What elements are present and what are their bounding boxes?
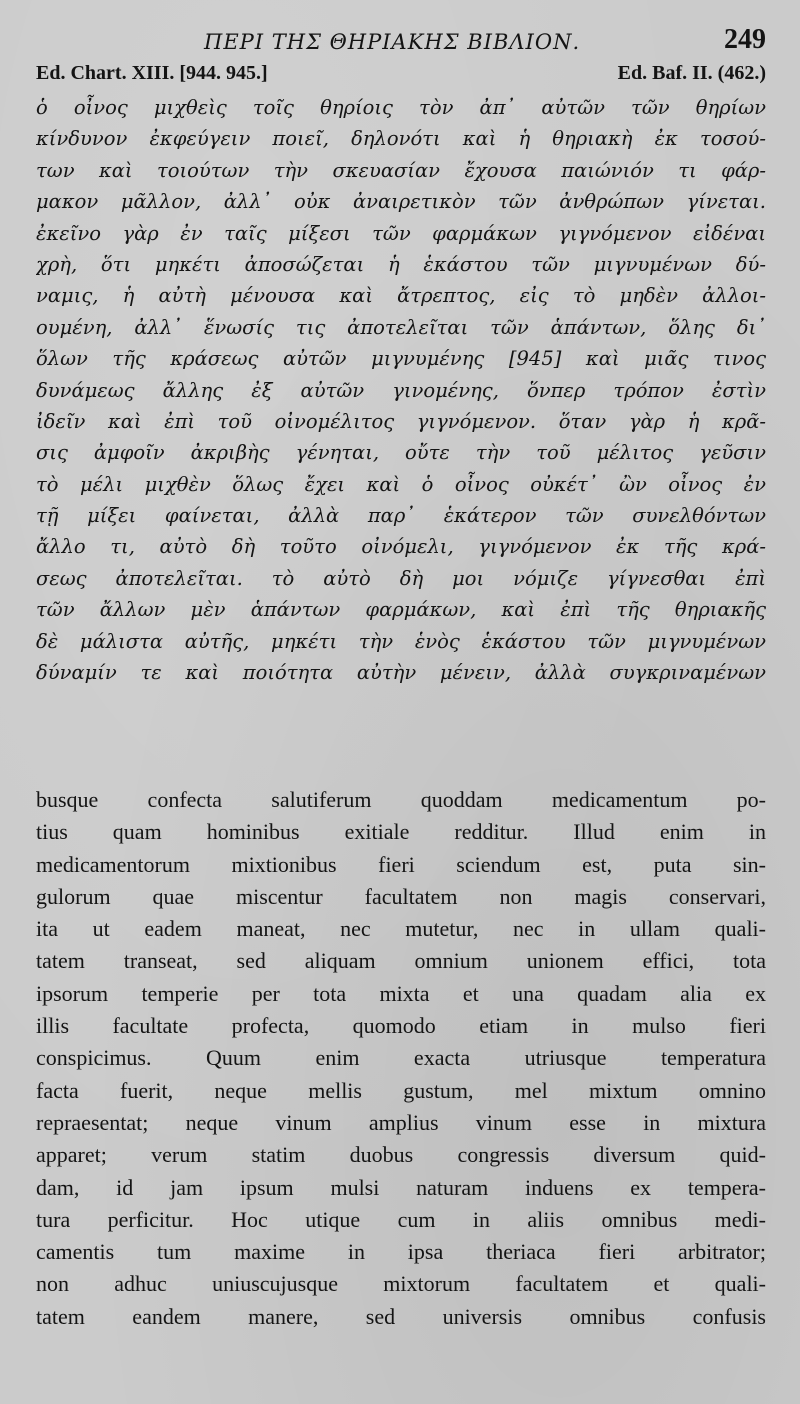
greek-text-line: δυνάμεως ἄλλης ἐξ αὐτῶν γινομένης, ὅνπερ τρόπον ἐστὶν (36, 378, 766, 402)
latin-text-line: gulorum quae miscentur facultatem non magis conservari, (36, 883, 766, 909)
greek-text-line: ἐκεῖνο γὰρ ἐν ταῖς μίξεσι τῶν φαρμάκων γιγνόμενον εἰδέναι (36, 221, 766, 245)
latin-text-line: busque confecta salutiferum quoddam medicamentum po- (36, 787, 766, 812)
page-number: 249 (724, 24, 766, 55)
latin-text-line: ita ut eadem maneat, nec mutetur, nec in ullam quali- (36, 916, 766, 942)
greek-text-line: μακον μᾶλλον, ἀλλ᾽ οὐκ ἀναιρετικὸν τῶν ἀνθρώπων γίνεται. (36, 190, 766, 214)
greek-text-line: τῇ μίξει φαίνεται, ἀλλὰ παρ᾽ ἑκάτερον τῶν συνελθόντων (36, 504, 766, 528)
greek-text-line: ουμένη, ἀλλ᾽ ἕνωσίς τις ἀποτελεῖται τῶν ἁπάντων, ὅλης δι᾽ (36, 315, 766, 339)
latin-text-line: ipsorum temperie per tota mixta et una quadam alia ex (36, 980, 766, 1006)
greek-text-line: των καὶ τοιούτων τὴν σκευασίαν ἔχουσα παιώνιόν τι φάρ- (36, 158, 766, 182)
latin-text-line: facta fuerit, neque mellis gustum, mel mixtum omnino (36, 1077, 766, 1103)
greek-text-line: χρὴ, ὅτι μηκέτι ἀποσώζεται ἡ ἑκάστου τῶν μιγνυμένων δύ- (36, 252, 766, 276)
latin-text-line: tatem transeat, sed aliquam omnium unionem effici, tota (36, 948, 766, 974)
running-head (36, 24, 768, 60)
greek-text-line: τὸ μέλι μιχθὲν ὅλως ἔχει καὶ ὁ οἶνος οὐκέτ᾽ ὢν οἶνος ἐν (36, 472, 766, 496)
greek-text-line: τῶν ἄλλων μὲν ἁπάντων φαρμάκων, καὶ ἐπὶ τῆς θηριακῆς (36, 598, 766, 622)
latin-text-line: dam, id jam ipsum mulsi naturam induens ex tempera- (36, 1174, 766, 1200)
greek-text-line: ὁ οἶνος μιχθεὶς τοῖς θηρίοις τὸν ἀπ᾽ αὐτῶν τῶν θηρίων (36, 96, 766, 119)
greek-text-line: σις ἀμφοῖν ἀκριβὴς γένηται, οὔτε τὴν τοῦ μέλιτος γεῦσιν (36, 441, 766, 465)
edition-reference-chartier: Ed. Chart. XIII. [944. 945.] (36, 62, 268, 84)
greek-text-line: σεως ἀποτελεῖται. τὸ αὐτὸ δὴ μοι νόμιζε γίγνεσθαι ἐπὶ (36, 566, 766, 590)
greek-text-line: ἰδεῖν καὶ ἐπὶ τοῦ οἰνομέλιτος γιγνόμενον. ὅταν γὰρ ἡ κρᾶ- (36, 409, 766, 433)
greek-text-line: δύναμίν τε καὶ ποιότητα αὐτὴν μένειν, ἀλλὰ συγκριναμένων (36, 661, 766, 685)
latin-text-line: illis facultate profecta, quomodo etiam in mulso fieri (36, 1013, 766, 1039)
greek-text-line: κίνδυνον ἐκφεύγειν ποιεῖ, δηλονότι καὶ ἡ θηριακὴ ἐκ τοσού- (36, 127, 766, 151)
edition-references (36, 62, 766, 92)
greek-text-block (36, 92, 766, 688)
latin-text-line: medicamentorum mixtionibus fieri sciendum est, puta sin- (36, 851, 766, 877)
latin-text-line: conspicimus. Quum enim exacta utriusque temperatura (36, 1045, 766, 1071)
latin-text-line: tura perficitur. Hoc utique cum in aliis omnibus medi- (36, 1206, 766, 1232)
edition-reference-basel: Ed. Baf. II. (462.) (617, 62, 766, 84)
latin-text-line: tius quam hominibus exitiale redditur. Illud enim in (36, 819, 766, 845)
latin-text-line: tatem eandem manere, sed universis omnibus confusis (36, 1303, 766, 1329)
latin-text-block (36, 784, 766, 1333)
latin-text-line: repraesentat; neque vinum amplius vinum esse in mixtura (36, 1109, 766, 1135)
running-title: ΠΕΡΙ ΤΗΣ ΘΗΡΙΑΚΗΣ ΒΙΒΛΙΟΝ. (204, 30, 581, 54)
greek-text-line: ναμις, ἡ αὐτὴ μένουσα καὶ ἄτρεπτος, εἰς τὸ μηδὲν ἀλλοι- (36, 284, 766, 308)
latin-text-line: non adhuc uniuscujusque mixtorum facultatem et quali- (36, 1271, 766, 1297)
greek-text-line: ἄλλο τι, αὐτὸ δὴ τοῦτο οἰνόμελι, γιγνόμενον ἐκ τῆς κρά- (36, 535, 766, 559)
greek-text-line: ὅλων τῆς κράσεως αὐτῶν μιγνυμένης [945] καὶ μιᾶς τινος (36, 347, 766, 371)
latin-text-line: camentis tum maxime in ipsa theriaca fieri arbitrator; (36, 1239, 766, 1265)
latin-text-line: apparet; verum statim duobus congressis diversum quid- (36, 1142, 766, 1168)
greek-text-line: δὲ μάλιστα αὐτῆς, μηκέτι τὴν ἑνὸς ἑκάστου τῶν μιγνυμένων (36, 629, 766, 653)
